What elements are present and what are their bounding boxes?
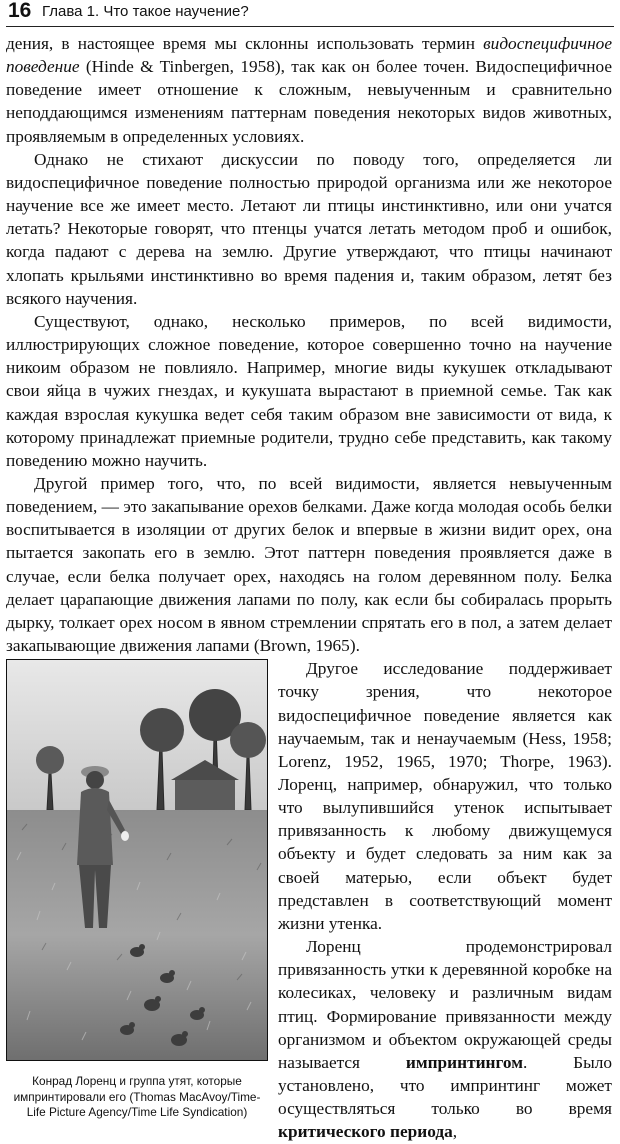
figure-caption: Конрад Лоренц и группа утят, которые импринтировали его (Thomas MacAvoy/Time-Life Picture Agency/Time Life Syndication)	[13, 1074, 261, 1120]
page-header	[6, 0, 614, 27]
term-italic: видоспецифичное поведение	[6, 34, 612, 77]
paragraph: Однако не стихают дискуссии по поводу того, определяется ли видоспецифичное поведение полностью природой организма или же некоторое научение все же имеет место. Летают ли птицы инстинктивно, или они учатся летать? Некоторые говорят, что птенцы учатся летать методом проб и ошибок, когда падают с дерева на землю. Другие утверждают, что птицы начинают хлопать крыльями инстинктивно во время падения и, таким образом, летят без всякого научения.	[6, 149, 612, 308]
paragraph: Другой пример того, что, по всей видимости, является невыученным поведением, — это закапывание орехов белками. Даже когда молодая особь белки воспитывается в изоляции от других белок и впервые в жизни видит орех, она пытается закопать его в землю. Этот паттерн поведения проявляется даже в случае, если белка получает орех, находясь на голом деревянном полу. Белка делает царапающие движения лапами по полу, как если бы собиралась прорыть дырку, толкает орех носом в явном стремлении спрятать его в пол, а затем делает закапывающие движения лапами (Brown, 1965).	[6, 473, 612, 656]
paragraph: Существуют, однако, несколько примеров, по всей видимости, иллюстрирующих сложное поведение, которое совершенно точно на научение никоим образом не повлияло. Например, многие виды кукушек откладывают свои яйца в чужих гнездах, и кукушата вырастают в приемной семье. Так как каждая взрослая кукушка ведет себя таким образом вне зависимости от вида, к которому принадлежат приемные родители, трудно себе представить, как такому поведению можно научить.	[6, 311, 612, 470]
figure	[6, 659, 268, 1121]
running-head: Глава 1. Что такое научение?	[42, 3, 249, 20]
term-bold: критического периода	[278, 1122, 453, 1142]
paragraph: Лоренц продемонстрировал привязанность утки к деревянной коробке на колесиках, человеку и различным видам птиц. Формирование привязанности между организмом и объектом окружающей среды называется импринтингом. Было установлено, что импринтинг может осуществляться только во время критического периода,	[278, 937, 612, 1142]
body-text	[6, 32, 612, 1144]
paragraph: Другое исследование поддерживает точку зрения, что некоторое видоспецифичное поведение является как научаемым, так и ненаучаемым (Hess, 1958; Lorenz, 1952, 1965, 1970; Thorpe, 1963). Лоренц, например, обнаружил, что только что вылупившийся утенок испытывает привязанность к любому движущемуся объекту и будет следовать за ним как за своей матерью, если объект будет представлен в соответствующий момент жизни утенка.	[278, 659, 612, 933]
page-number: 16	[8, 0, 32, 22]
term-bold: импринтингом	[405, 1052, 523, 1072]
lorenz-photo	[6, 659, 268, 1061]
paragraph: дения, в настоящее время мы склонны использовать термин видоспецифичное поведение (Hinde & Tinbergen, 1958), так как он более точен. Видоспецифичное поведение имеет отношение к сложным, невыученным и сравнительно неподдающимся изменениям паттернам поведения некоторых видов животных, проявляемым в определенных условиях.	[6, 34, 612, 146]
